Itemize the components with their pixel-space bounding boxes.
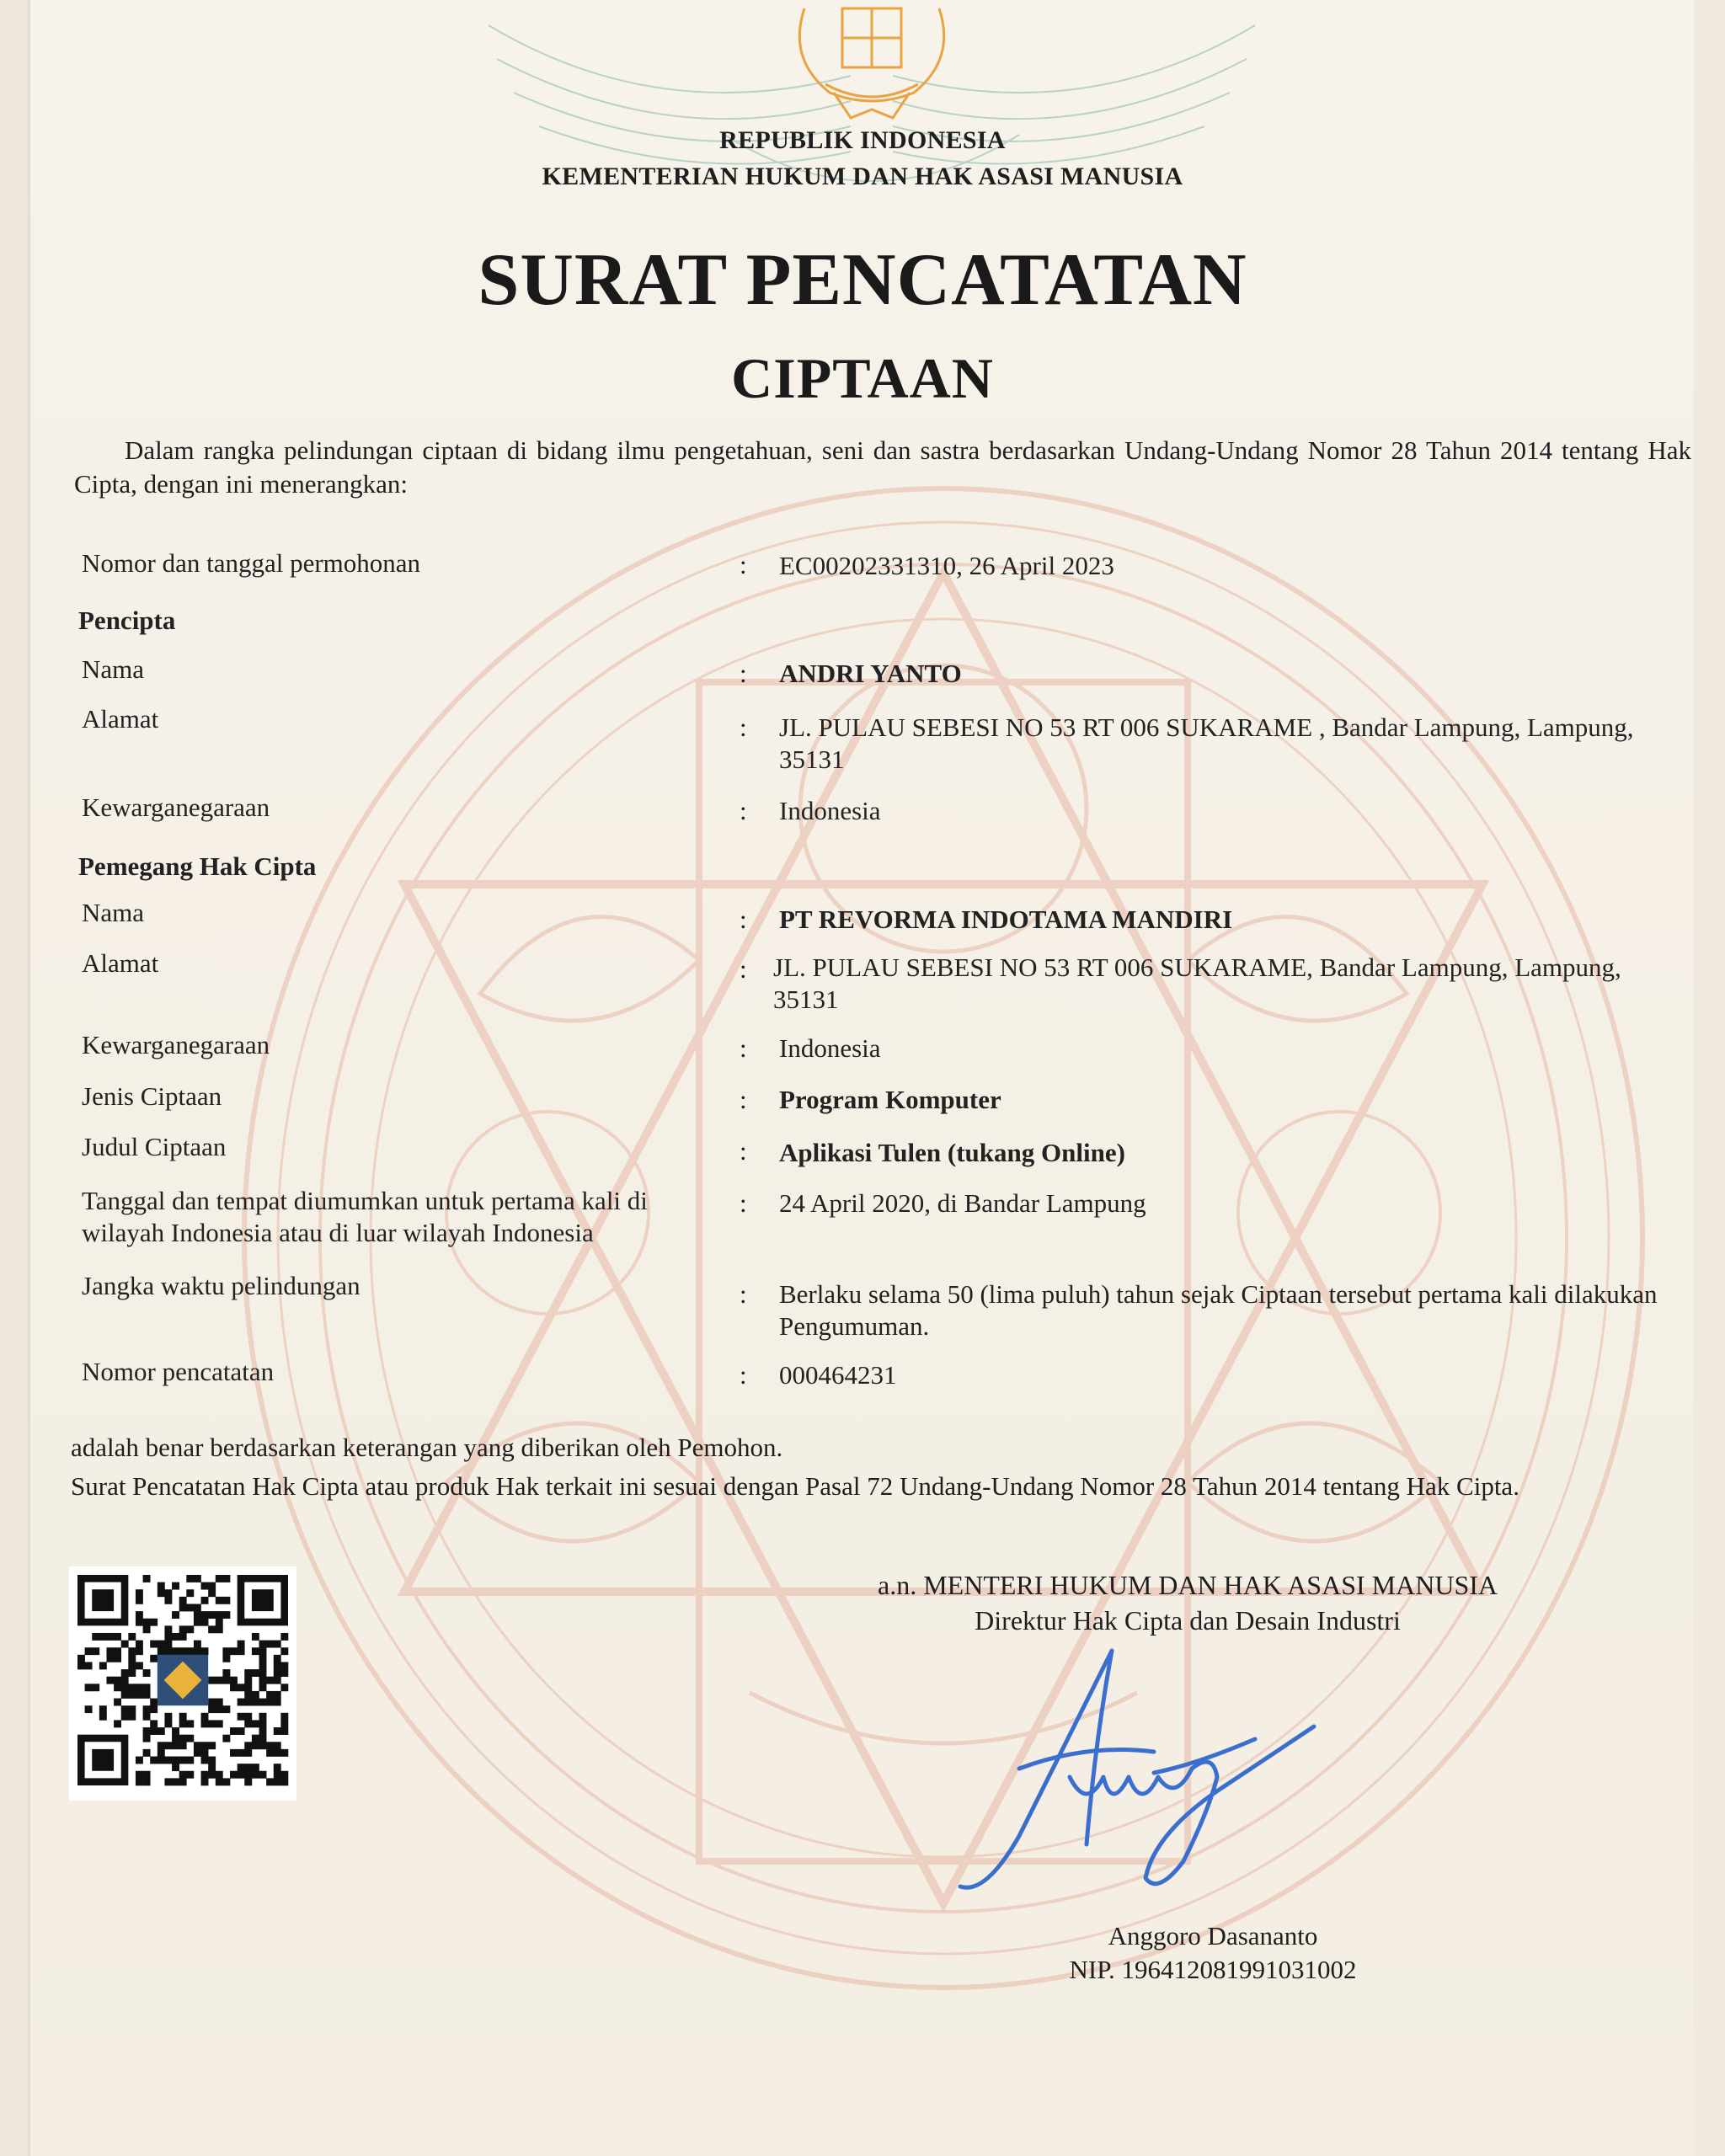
work-title-value: Aplikasi Tulen (tukang Online) (779, 1138, 1125, 1167)
creator-address-value: JL. PULAU SEBESI NO 53 RT 006 SUKARAME , Bandar Lampung, Lampung, 35131 (779, 712, 1634, 774)
holder-heading: Pemegang Hak Cipta (78, 851, 317, 881)
separator: : (740, 1136, 747, 1166)
creator-heading: Pencipta (78, 606, 176, 635)
intro-paragraph (74, 434, 1691, 501)
separator: : (740, 712, 747, 742)
record-number-value: 000464231 (779, 1360, 897, 1390)
work-type-value: Program Komputer (779, 1085, 1001, 1114)
holder-address-value: JL. PULAU SEBESI NO 53 RT 006 SUKARAME, Bandar Lampung, Lampung, 35131 (773, 953, 1621, 1014)
work-type-label: Jenis Ciptaan (82, 1081, 222, 1111)
creator-citizenship-label: Kewarganegaraan (82, 792, 270, 822)
application-label: Nomor dan tanggal permohonan (82, 548, 421, 578)
separator: : (740, 659, 747, 688)
creator-citizenship-value: Indonesia (779, 796, 881, 825)
closing-legal-basis: Surat Pencatatan Hak Cipta atau produk Hak terkait ini sesuai dengan Pasal 72 Undang-Undang Nomor 28 Tahun 2014 tentang Hak Cipta. (71, 1471, 1519, 1501)
separator: : (740, 954, 747, 984)
separator: : (740, 1279, 747, 1309)
signatory-position: Direktur Hak Cipta dan Desain Industri (975, 1605, 1401, 1636)
work-title-label: Judul Ciptaan (82, 1132, 227, 1161)
creator-name-value: ANDRI YANTO (779, 659, 962, 688)
signatory-on-behalf: a.n. MENTERI HUKUM DAN HAK ASASI MANUSIA (878, 1570, 1498, 1600)
publication-label: Tanggal dan tempat diumumkan untuk pertama kali di wilayah Indonesia atau di luar wilayah Indonesia (82, 1186, 648, 1247)
certificate-page (30, 0, 1694, 2156)
separator: : (740, 1360, 747, 1390)
page-left-edge (0, 0, 30, 2156)
header-country: REPUBLIK INDONESIA (719, 126, 1006, 154)
separator: : (740, 1188, 747, 1218)
document-subtitle: CIPTAAN (731, 346, 994, 410)
holder-name-value: PT REVORMA INDOTAMA MANDIRI (779, 905, 1233, 934)
separator: : (740, 796, 747, 825)
creator-name-label: Nama (82, 654, 145, 684)
holder-citizenship-value: Indonesia (779, 1033, 881, 1063)
qr-code-icon[interactable] (69, 1566, 296, 1801)
separator: : (740, 1033, 747, 1063)
handwritten-signature (943, 1634, 1415, 1903)
header-ministry: KEMENTERIAN HUKUM DAN HAK ASASI MANUSIA (542, 163, 1183, 190)
ministry-logo-icon (158, 1655, 208, 1705)
holder-address-label: Alamat (82, 948, 159, 978)
separator: : (740, 905, 747, 934)
page-right-edge (1694, 0, 1725, 2156)
intro-text: Dalam rangka pelindungan ciptaan di bidang ilmu pengetahuan, seni dan sastra berdasarkan Undang-Undang Nomor 28 Tahun 2014 tentang Hak Cipta, dengan ini menerangkan: (74, 435, 1691, 499)
holder-citizenship-label: Kewarganegaraan (82, 1030, 270, 1059)
signatory-nip: NIP. 196412081991031002 (1069, 1955, 1357, 1984)
creator-address-label: Alamat (82, 704, 159, 734)
holder-name-label: Nama (82, 898, 145, 927)
signatory-name: Anggoro Dasananto (1108, 1921, 1318, 1951)
application-value: EC00202331310, 26 April 2023 (779, 551, 1114, 580)
document-title: SURAT PENCATATAN (478, 239, 1247, 321)
publication-value: 24 April 2020, di Bandar Lampung (779, 1188, 1146, 1218)
separator: : (740, 1085, 747, 1114)
closing-statement: adalah benar berdasarkan keterangan yang diberikan oleh Pemohon. (71, 1433, 783, 1462)
record-number-label: Nomor pencatatan (82, 1357, 275, 1386)
separator: : (740, 550, 747, 579)
protection-value: Berlaku selama 50 (lima puluh) tahun sejak Ciptaan tersebut pertama kali dilakukan Pengumuman. (779, 1279, 1658, 1341)
protection-label: Jangka waktu pelindungan (82, 1271, 360, 1300)
